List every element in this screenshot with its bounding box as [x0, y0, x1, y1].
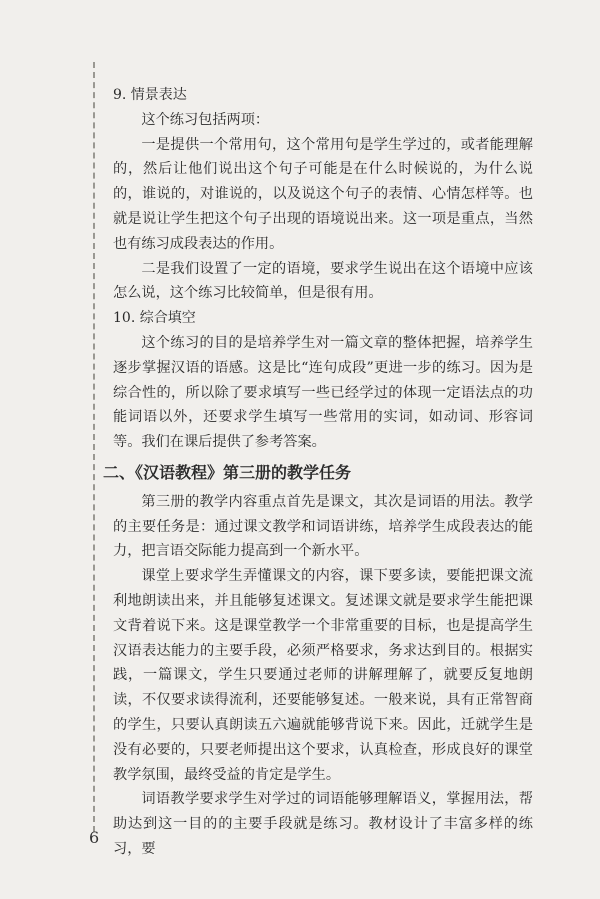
- paragraph: 二是我们设置了一定的语境，要求学生说出在这个语境中应该怎么说，这个练习比较简单，但是很有用。: [113, 260, 533, 302]
- section-heading: 二、《汉语教程》第三册的教学任务: [103, 462, 352, 482]
- exercise-heading: 9. 情景表达: [113, 87, 187, 103]
- paragraph: 课堂上要求学生弄懂课文的内容，课下要多读，要能把课文流利地朗读出来，并且能够复述课文。复述课文就是要求学生能把课文背着说下来。这是课堂教学一个非常重要的目标，也是提高学生汉语表达能力的主要手段，必须严格要求，务求达到目的。根据实践，一篇课文，学生只要通过老师的讲解理解了，就要反复地朗读，不仅要求读得流利，还要能够复述。一般来说，具有正常智商的学生，只要认真朗读五六遍就能够背说下来。因此，迁就学生是没有必要的，只要老师提出这个要求，认真检查，形成良好的课堂教学氛围，最终受益的肯定是学生。: [113, 568, 533, 783]
- body-text: [103, 83, 533, 862]
- margin-dashed-line: [93, 62, 95, 832]
- paragraph: 第三册的教学内容重点首先是课文，其次是词语的用法。教学的主要任务是：通过课文教学和词语讲练，培养学生成段表达的能力，把言语交际能力提高到一个新水平。: [113, 493, 533, 560]
- page-number: 6: [89, 828, 100, 847]
- paragraph: 这个练习包括两项：: [141, 111, 270, 128]
- exercise-heading: 10. 综合填空: [113, 310, 196, 327]
- paragraph: 词语教学要求学生对学过的词语能够理解语义，掌握用法，帮助达到这一目的的主要手段就是练习。教材设计了丰富多样的练习，要: [113, 791, 533, 857]
- paragraph: 一是提供一个常用句，这个常用句是学生学过的，或者能理解的，然后让他们说出这个句子可能是在什么时候说的，为什么说的，谁说的，对谁说的，以及说这个句子的表情、心情怎样等。也就是说让学生把这个句子出现的语境说出来。这一项是重点，当然也有练习成段表达的作用。: [113, 136, 533, 252]
- paragraph: 这个练习的目的是培养学生对一篇文章的整体把握，培养学生逐步掌握汉语的语感。这是比“连句成段”更进一步的练习。因为是综合性的，所以除了要求填写一些已经学过的体现一定语法点的功能词语以外，还要求学生填写一些常用的实词，如动词、形容词等。我们在课后提供了参考答案。: [113, 334, 533, 451]
